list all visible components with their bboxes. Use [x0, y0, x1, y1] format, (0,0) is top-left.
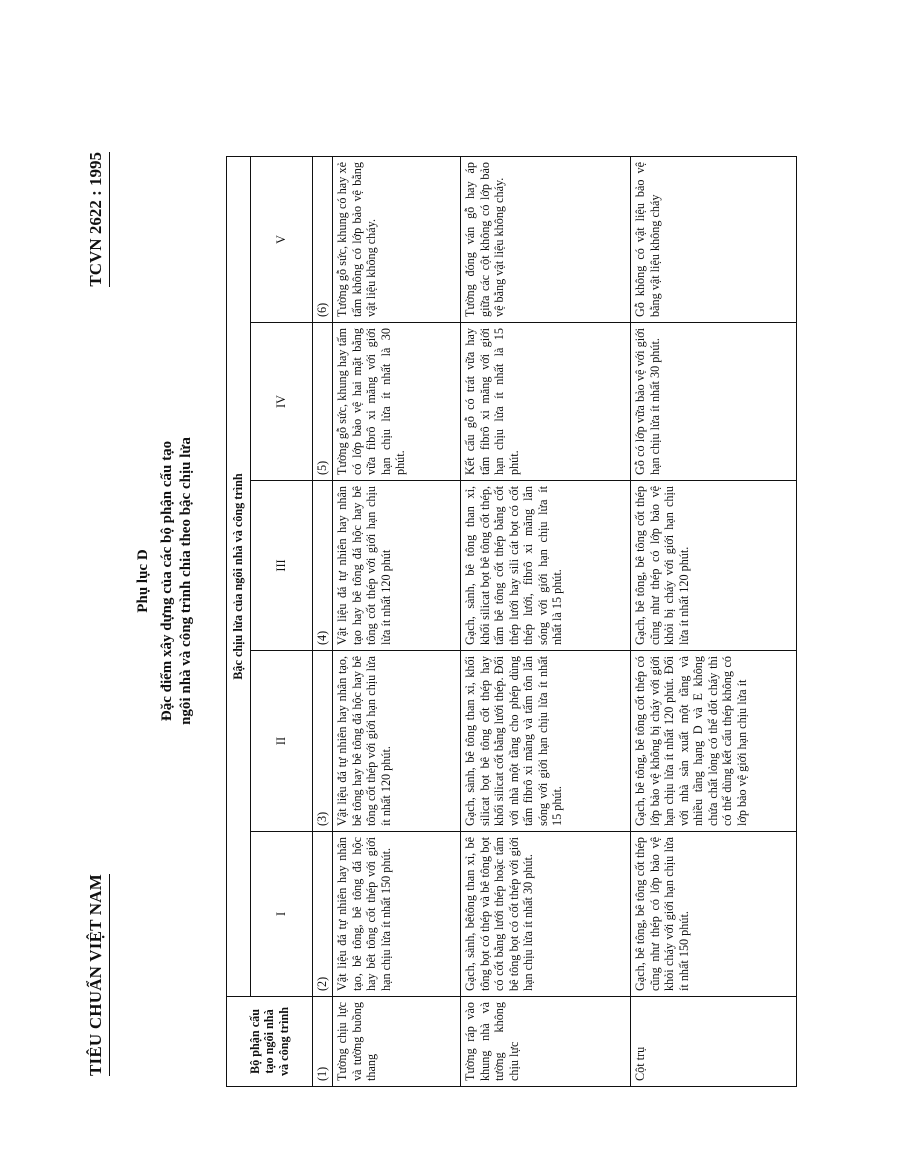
level-header: III [251, 481, 313, 651]
level-header: IV [251, 323, 313, 481]
level-cell: Gạch, bê tông, bê tông cốt thép cũng như thép có lớp bảo vệ khỏi bị cháy với giới hạn chịu lửa ít nhất 120 phút. [631, 481, 797, 651]
level-cell: Gỗ có lớp vữa bảo vệ với giới hạn chịu lửa ít nhất 30 phút. [631, 323, 797, 481]
level-header: I [251, 832, 313, 997]
col-number: (2) [313, 832, 333, 997]
appendix-label: Phụ lục D [135, 549, 151, 613]
table-row [631, 157, 797, 1087]
col-header-part: Bộ phận cấu tạo ngôi nhà và công trình [227, 997, 313, 1087]
level-cell: Gạch, bê tông, bê tông cốt thép có lớp bảo vệ không bị cháy với giới hạn chịu lửa ít nhất 120 phút. Đối với nhà sản xuất một tầng và nhiều tầng hạng D và E không chứa chất lỏng có thể dốt cháy thì có thể dùng kết cấu thép không có lớp bảo vệ giới hạn chịu lửa ít [631, 651, 797, 832]
level-cell: Vật liệu đá tự nhiên hay nhân tạo, bê tông, bê tông đá hộc hay bêt tông cốt thép với giới hạn chịu lửa ít nhất 150 phút. [333, 832, 461, 997]
table-row [461, 157, 631, 1087]
level-cell: Kết cấu gỗ có trát vữa hay tấm fibrô xi măng với giới hạn chịu lửa ít nhất là 15 phút. [461, 323, 631, 481]
level-cell: Tường đóng ván gỗ hay áp giữa các cột không có lớp bảo vệ bằng vật liệu không cháy. [461, 157, 631, 323]
col-number: (4) [313, 481, 333, 651]
part-cell: Cột trụ [631, 997, 797, 1087]
col-number: (5) [313, 323, 333, 481]
level-header: V [251, 157, 313, 323]
level-header: II [251, 651, 313, 832]
header-standard-code: TCVN 2622 : 1995 [86, 152, 105, 287]
level-cell: Tường gỗ sức, khung hay tấm có lớp bảo vệ hai mặt bằng vữa fibrô xi măng với giới hạn chịu lửa ít nhất là 30 phút. [333, 323, 461, 481]
table-title-line-1: Đặc điểm xây dựng của các bộ phận cấu tạo [159, 440, 175, 722]
level-cell: Gạch, sành, bêtông than xỉ, bê tông bọt có thép và bê tông bọt có cốt bằng lưới thép hoặc tấm bê tông bọt có cốt thép với giới hạn chịu lửa ít nhất 30 phút. [461, 832, 631, 997]
level-cell: Gạch, bê tông, bê tông cốt thép cũng như thép có lớp bảo vệ khỏi cháy với giới hạn chịu lửa ít nhất 150 phút. [631, 832, 797, 997]
level-cell: Vật liệu đá tự nhiên hay nhân tạo hay bê tông đá hộc hay bê tông cốt thép với giới hạn chịu lửa ít nhất 120 phút [333, 481, 461, 651]
level-cell: Vật liệu đá tự nhiên hay nhân tạo, bê tông hay bê tông đá hộc hay bê tông cốt thép với giới hạn chịu lửa ít nhất 120 phút. [333, 651, 461, 832]
fire-resistance-table [226, 156, 797, 1087]
col-header-group: Bậc chịu lửa của ngôi nhà và công trình [227, 157, 251, 997]
level-cell: Tường gỗ sức, khung có hay xẻ tấm không có lớp bảo vệ bằng vật liệu không cháy. [333, 157, 461, 323]
col-number: (6) [313, 157, 333, 323]
part-cell: Tường chịu lực và tường buồng thang [333, 997, 461, 1087]
col-number: (1) [313, 997, 333, 1087]
level-cell: Gạch, sành, bê tông than xỉ, khối silicat bọt bê tông cốt thép, tấm bê tông cốt thép bằng cốt thép lưới hay sili cát bọt có cốt thép lưới, fibrô xi măng lắn sóng với giới hạn chịu lửa ít nhất là 15 phút. [461, 481, 631, 651]
level-cell: Gạch, sành, bê tông than xỉ, khối silicat bọt bê tông cốt thép hay khối silicat cốt bằng lưới thép. Đối với nhà một tầng cho phép dùng tấm fibrô xi măng và tấm tôn lắn sóng với giới hạn chịu lửa ít nhất 15 phút. [461, 651, 631, 832]
table-title-line-2: ngôi nhà và công trình chia theo bậc chịu lửa [178, 437, 194, 725]
header-standard-name: TIÊU CHUẨN VIỆT NAM [86, 873, 105, 1076]
level-cell: Gỗ không có vật liệu bảo vệ bằng vật liệu không cháy [631, 157, 797, 323]
part-cell: Tường ráp vào khung nhà và tường không chịu lực [461, 997, 631, 1087]
table-row [333, 157, 461, 1087]
col-number: (3) [313, 651, 333, 832]
